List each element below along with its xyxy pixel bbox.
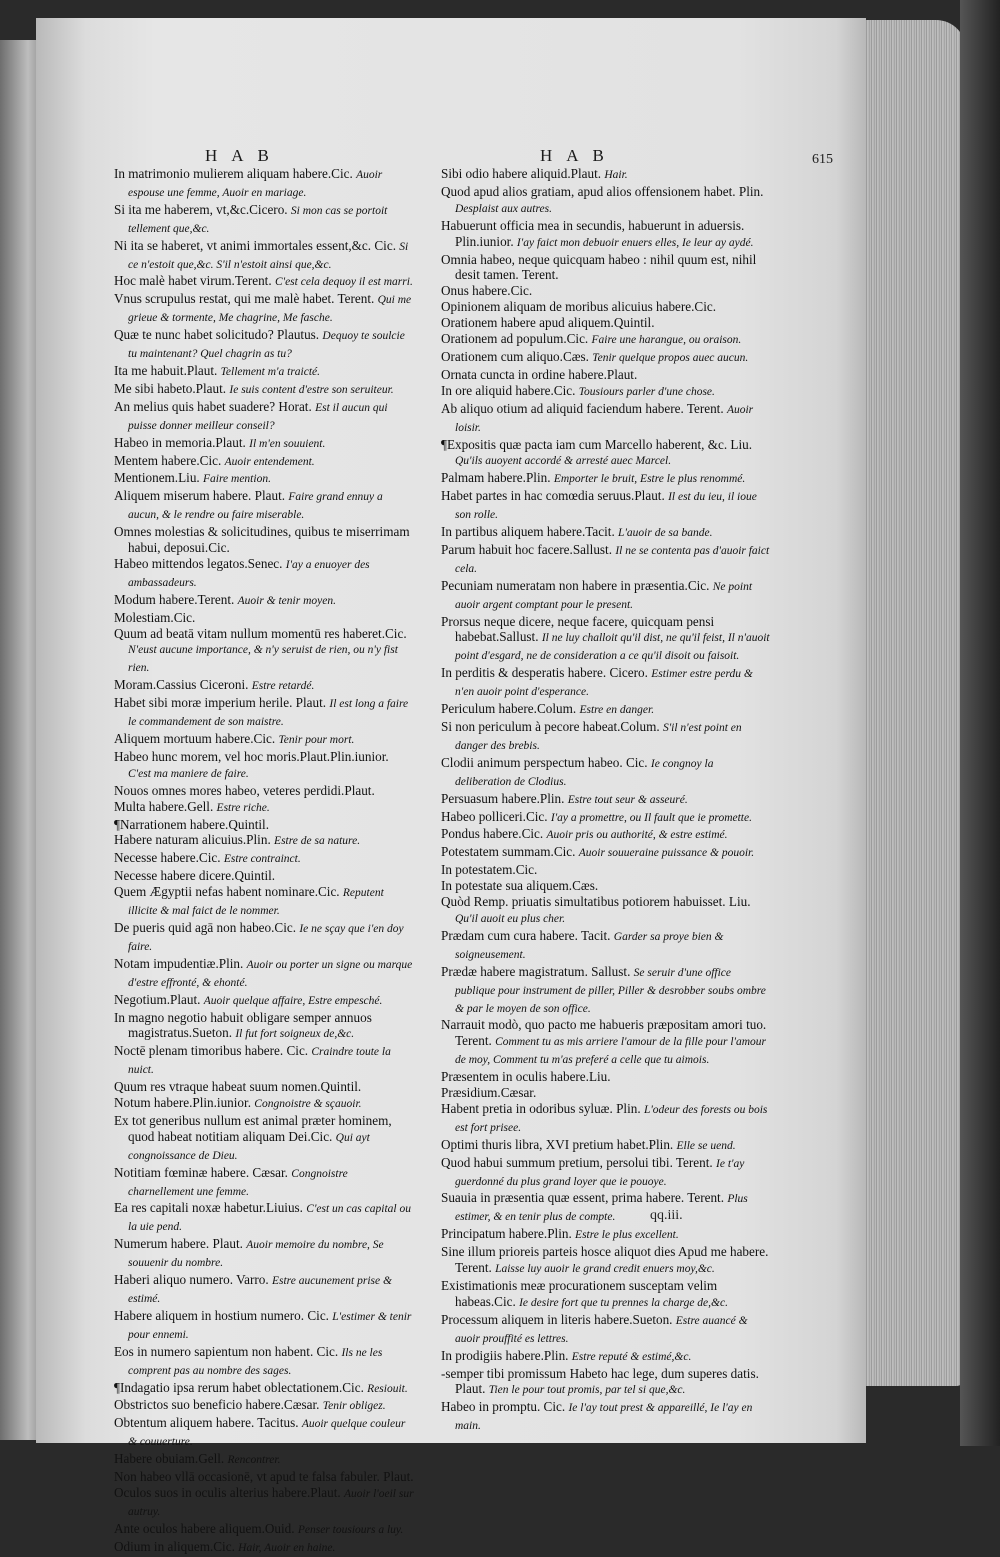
dictionary-entry: [441, 701, 771, 719]
entry-latin: Habet sibi moræ imperium herile. Plaut.: [114, 695, 327, 711]
dictionary-entry: [114, 817, 414, 833]
entry-latin: ¶Narrationem habere.Quintil.: [114, 816, 270, 832]
entry-latin: Obstrictos suo beneficio habere.Cæsar.: [114, 1397, 320, 1413]
entry-latin: Molestiam.Cic.: [114, 609, 196, 625]
entry-latin: Moram.Cassius Ciceroni.: [114, 677, 249, 693]
dictionary-entry: [114, 1521, 414, 1539]
entry-latin: Pondus habere.Cic.: [441, 826, 544, 842]
dictionary-entry: [114, 1095, 414, 1113]
entry-french: Qui me grieue & tormente, Me chagrine, Me fasche.: [128, 294, 412, 325]
dictionary-entry: [114, 920, 414, 956]
dictionary-entry: [441, 862, 771, 878]
entry-french: Congnoistre charnellement une femme.: [128, 1167, 348, 1198]
entry-french: Tenir quelque propos auec aucun.: [592, 351, 749, 364]
entry-latin: Notitiam fœminæ habere. Cæsar.: [114, 1164, 288, 1180]
entry-french: Craindre toute la nuict.: [128, 1046, 391, 1077]
entry-french: Dequoy te soulcie tu maintenant? Quel chagrin as tu?: [128, 330, 405, 361]
background-shadow: [960, 0, 1000, 1446]
entry-latin: Oculos suos in oculis alterius habere.Plaut.: [114, 1484, 341, 1500]
entry-french: Tenir pour mort.: [278, 734, 355, 746]
entry-french: Qu'il auoit eu plus cher.: [455, 912, 566, 925]
dictionary-entry: [114, 868, 414, 884]
entry-french: Ie suis content d'estre son seruiteur.: [229, 383, 394, 396]
entry-french: Rencontrer.: [227, 1454, 281, 1467]
entry-latin: -semper tibi promissum Habeto hac lege, dum superes datis. Plaut.: [441, 1365, 759, 1397]
entry-latin: Habere naturam alicuius.Plin.: [114, 832, 271, 848]
entry-latin: Præsidium.Cæsar.: [441, 1085, 537, 1101]
entry-latin: Quod habui summum pretium, persolui tibi. Terent.: [441, 1154, 713, 1170]
entry-french: Auoir entendement.: [224, 455, 315, 468]
entry-french: Faire une harangue, ou oraison.: [591, 334, 742, 347]
entry-french: Si mon cas se portoit tellement que,&c.: [128, 204, 388, 235]
entry-french: I'ay faict mon debuoir enuers elles, Ie leur ay aydé.: [516, 236, 754, 249]
dictionary-entry: [441, 826, 771, 844]
entry-latin: Aliquem mortuum habere.Cic.: [114, 731, 276, 746]
entry-latin: Habere aliquem in hostium numero. Cic.: [114, 1307, 329, 1323]
dictionary-entry: [441, 665, 771, 701]
dictionary-entry: [441, 578, 771, 614]
dictionary-entry: [114, 202, 414, 238]
entry-latin: In matrimonio mulierem aliquam habere.Cic.: [114, 166, 353, 181]
dictionary-entry: [441, 1348, 771, 1366]
entry-latin: Narrauit modò, quo pacto me habueris præpositam amori tuo. Terent.: [441, 1017, 767, 1049]
entry-french: L'auoir de sa bande.: [618, 527, 713, 540]
entry-french: Il est long a faire le commandement de son maistre.: [128, 698, 409, 729]
entry-french: Auoir l'oeil sur autruy.: [128, 1487, 414, 1518]
dictionary-entry: [114, 1165, 414, 1201]
entry-latin: Onus habere.Cic.: [441, 283, 533, 299]
entry-latin: Noctē plenam timoribus habere. Cic.: [114, 1043, 309, 1059]
entry-french: Si ce n'estoit que,&c. S'il n'estoit ainsi que,&c.: [128, 240, 409, 271]
dictionary-entry: [441, 367, 771, 383]
entry-latin: Me sibi habeto.Plaut.: [114, 380, 227, 396]
dictionary-entry: [114, 1539, 414, 1557]
dictionary-entry: [114, 1344, 414, 1380]
dictionary-entry: [114, 832, 414, 850]
running-head-right: HAB: [540, 146, 618, 165]
entry-french: Est il aucun qui puisse donner meilleur conseil?: [128, 401, 388, 432]
entry-french: Il ne luy challoit qu'il dist, ne qu'il feist, Il n'auoit point d'esgard, ne de consideration a ce qu'il disoit ou faisoit.: [455, 632, 770, 663]
entry-french: Reputent illicite & mal faict de le nommer.: [128, 887, 384, 918]
entry-french: Emporter le bruit, Estre le plus renommé.: [553, 473, 746, 486]
entry-latin: Suauia in præsentia quæ essent, prima habere. Terent.: [441, 1190, 725, 1206]
entry-french: Auoir loisir.: [455, 403, 754, 434]
entry-latin: ¶Indagatio ipsa rerum habet oblectationem.Cic.: [114, 1379, 364, 1395]
entry-latin: Non habeo vllā occasionē, vt apud te falsa fabuler. Plaut.: [114, 1469, 414, 1485]
entry-french: Resiouit.: [367, 1382, 408, 1395]
dictionary-entry: [441, 1017, 771, 1069]
entry-french: Tien le pour tout promis, par tel si que,&c.: [488, 1384, 686, 1397]
entry-latin: Necesse habere.Cic.: [114, 850, 221, 866]
entry-latin: Habeo polliceri.Cic.: [441, 808, 548, 824]
entry-latin: Omnia habeo, neque quicquam habeo : nihil quum est, nihil desit tamen. Terent.: [441, 251, 757, 283]
entry-latin: Habent pretia in odoribus syluæ. Plin.: [441, 1100, 641, 1116]
dictionary-entry: [114, 992, 414, 1010]
entry-latin: Sibi odio habere aliquid.Plaut.: [441, 166, 602, 181]
entry-french: Plus estimer, & en tenir plus de compte.: [455, 1193, 748, 1224]
entry-french: Laisse luy auoir le grand credit enuers moy,&c.: [495, 1263, 715, 1276]
entry-french: Auoir espouse une femme, Auoir en mariage.: [128, 169, 383, 199]
dictionary-entry: [114, 1469, 414, 1485]
dictionary-entry: [441, 1244, 771, 1278]
dictionary-entry: [114, 850, 414, 868]
entry-latin: In potestatem.Cic.: [441, 862, 538, 878]
dictionary-entry: [441, 299, 771, 315]
entry-latin: Habere obuiam.Gell.: [114, 1451, 225, 1467]
dictionary-entry: [114, 399, 414, 435]
facing-page-edge: [0, 40, 40, 1440]
dictionary-entry: [441, 488, 771, 524]
entry-latin: De pueris quid agā non habeo.Cic.: [114, 919, 297, 935]
dictionary-entry: [114, 677, 414, 695]
dictionary-entry: [441, 964, 771, 1018]
dictionary-entry: [114, 1308, 414, 1344]
dictionary-entry: [441, 349, 771, 367]
dictionary-entry: [441, 524, 771, 542]
entry-french: Auoir memoire du nombre, Se souuenir du nombre.: [128, 1239, 384, 1270]
dictionary-entry: [114, 327, 414, 363]
entry-french: Faire mention.: [203, 473, 271, 486]
entry-french: Estre en danger.: [579, 704, 655, 717]
entry-latin: Nouos omnes mores habeo, veteres perdidi.Plaut.: [114, 782, 375, 798]
entry-french: I'ay a promettre, ou Il fault que ie promette.: [550, 811, 752, 824]
dictionary-entry: [114, 435, 414, 453]
entry-french: Estre aucunement prise & estimé.: [128, 1275, 392, 1305]
entry-latin: In perditis & desperatis habere. Cicero.: [441, 665, 648, 681]
entry-latin: In partibus aliquem habere.Tacit.: [441, 524, 615, 540]
dictionary-entry: [114, 695, 414, 731]
entry-french: C'est cela dequoy il est marri.: [274, 276, 413, 289]
dictionary-entry: [441, 401, 771, 437]
entry-latin: Habeo mittendos legatos.Senec.: [114, 555, 283, 571]
entry-french: Estre contrainct.: [223, 853, 301, 866]
dictionary-entry: [441, 809, 771, 827]
dictionary-entry: [114, 1272, 414, 1308]
signature-mark: qq.iii.: [650, 1208, 683, 1223]
entry-french: Elle se uend.: [676, 1139, 736, 1152]
dictionary-entry: [441, 719, 771, 755]
dictionary-entry: [114, 363, 414, 381]
entry-latin: Habeo in memoria.Plaut.: [114, 434, 246, 450]
dictionary-entry: [114, 238, 414, 274]
entry-latin: Haberi aliquo numero. Varro.: [114, 1272, 269, 1288]
entry-latin: Ab aliquo otium ad aliquid faciendum habere. Terent.: [441, 400, 724, 416]
entry-latin: Orationem habere apud aliquem.Quintil.: [441, 315, 655, 331]
entry-french: Il est du ieu, il ioue son rolle.: [455, 491, 757, 522]
entry-french: Hair, Auoir en haine.: [238, 1541, 336, 1554]
entry-latin: Hoc malè habet virum.Terent.: [114, 273, 272, 289]
dictionary-entry: [114, 1200, 414, 1236]
entry-latin: Notam impudentiæ.Plin.: [114, 955, 244, 971]
entry-french: Estre retardé.: [251, 680, 315, 693]
entry-latin: Prorsus neque dicere, neque facere, quicquam pensi habebat.Sallust.: [441, 613, 715, 645]
dictionary-entry: [441, 218, 771, 252]
dictionary-entry: [441, 928, 771, 964]
dictionary-entry: [441, 283, 771, 299]
entry-latin: Optimi thuris libra, XVI pretium habet.Plin.: [441, 1136, 674, 1152]
dictionary-entry: [441, 1312, 771, 1348]
dictionary-entry: [441, 1190, 771, 1226]
entry-french: Ne point auoir argent comptant pour le present.: [455, 580, 753, 611]
dictionary-entry: [114, 956, 414, 992]
entry-french: Auoir ou porter un signe ou marque d'estre effronté, & ehonté.: [128, 958, 413, 989]
entry-latin: Notum habere.Plin.iunior.: [114, 1095, 251, 1111]
entry-latin: Quod apud alios gratiam, apud alios offensionem habet. Plin.: [441, 183, 764, 199]
dictionary-entry: [114, 291, 414, 327]
entry-french: Congnoistre & sçauoir.: [254, 1098, 362, 1111]
entry-french: Auoir souueraine puissance & pouoir.: [578, 847, 755, 860]
entry-french: Ie congnoy la deliberation de Clodius.: [455, 757, 714, 788]
dictionary-entry: [114, 1380, 414, 1398]
dictionary-entry: [441, 614, 771, 666]
right-column: [441, 166, 771, 1435]
entry-latin: Quòd Remp. priuatis simultatibus potiorem habuisset. Liu.: [441, 894, 751, 910]
entry-latin: Aliquem miserum habere. Plaut.: [114, 488, 286, 504]
dictionary-entry: [114, 610, 414, 626]
entry-french: Estre reputé & estimé,&c.: [571, 1350, 692, 1363]
entry-french: Comment tu as mis arriere l'amour de la fille pour l'amour de moy, Comment tu m'as preferé a celle que tu aimois.: [455, 1036, 767, 1067]
entry-latin: In magno negotio habuit obligare semper annuos magistratus.Sueton.: [114, 1009, 372, 1041]
entry-french: Estre de sa nature.: [274, 835, 361, 848]
entry-latin: Omnes molestias & solicitudines, quibus te miserrimam habui, deposui.Cic.: [114, 524, 410, 556]
dictionary-entry: [114, 524, 414, 556]
entry-french: L'estimer & tenir pour ennemi.: [128, 1310, 412, 1341]
dictionary-entry: [114, 592, 414, 610]
dictionary-entry: [114, 1043, 414, 1079]
dictionary-entry: [441, 1155, 771, 1191]
dictionary-entry: [441, 383, 771, 401]
entry-french: Hair.: [604, 169, 628, 181]
entry-latin: In potestate sua aliquem.Cæs.: [441, 878, 599, 894]
entry-latin: Habeo hunc morem, vel hoc moris.Plaut.Plin.iunior.: [114, 748, 389, 764]
entry-latin: Ita me habuit.Plaut.: [114, 362, 218, 378]
entry-latin: Necesse habere dicere.Quintil.: [114, 868, 276, 884]
dictionary-entry: [441, 1278, 771, 1312]
entry-latin: Ni ita se haberet, vt animi immortales essent,&c. Cic.: [114, 237, 396, 253]
dictionary-entry: [441, 437, 771, 471]
entry-latin: Orationem ad populum.Cic.: [441, 331, 589, 347]
dictionary-entry: [114, 1485, 414, 1521]
entry-french: Estre auancé & auoir prouffité es lettres.: [455, 1314, 748, 1345]
entry-french: Ie l'ay tout prest & appareillé, Ie l'ay en main.: [455, 1402, 753, 1433]
dictionary-entry: [114, 1451, 414, 1469]
entry-french: S'il n'est point en danger des brebis.: [455, 722, 742, 752]
entry-latin: Vnus scrupulus restat, qui me malè habet. Terent.: [114, 291, 375, 307]
entry-latin: Mentionem.Liu.: [114, 470, 200, 486]
entry-latin: In ore aliquid habere.Cic.: [441, 382, 576, 398]
dictionary-entry: [114, 731, 414, 749]
entry-latin: Persuasum habere.Plin.: [441, 790, 565, 806]
dictionary-entry: [114, 453, 414, 471]
entry-french: Auoir pris ou authorité, & estre estimé.: [546, 829, 728, 842]
dictionary-entry: [441, 791, 771, 809]
left-column: [114, 166, 414, 1557]
entry-french: N'eust aucune importance, & n'y seruist de rien, ou n'y fist rien.: [128, 644, 398, 675]
entry-french: Desplaist aux autres.: [455, 202, 552, 215]
entry-french: I'ay a enuoyer des ambassadeurs.: [128, 558, 370, 589]
entry-french: Estre tout seur & asseuré.: [567, 793, 688, 806]
entry-french: Il m'en souuient.: [249, 437, 326, 450]
dictionary-entry: [441, 542, 771, 578]
dictionary-entry: [114, 1010, 414, 1044]
entry-french: Estre riche.: [216, 801, 270, 814]
entry-latin: Quum res vtraque habeat suum nomen.Quintil.: [114, 1079, 362, 1095]
dictionary-entry: [114, 1397, 414, 1415]
entry-latin: Ornata cuncta in ordine habere.Plaut.: [441, 366, 638, 382]
entry-french: Ils ne les comprent pas au nombre des sages.: [128, 1346, 383, 1377]
entry-french: Tellement m'a traicté.: [220, 365, 321, 378]
entry-latin: Ex tot generibus nullum est animal præter hominem, quod habeat notitiam aliquam Dei.Cic.: [114, 1112, 392, 1144]
dictionary-entry: [441, 755, 771, 791]
entry-latin: Processum aliquem in literis habere.Sueton.: [441, 1311, 673, 1327]
entry-latin: Numerum habere. Plaut.: [114, 1236, 243, 1252]
dictionary-entry: [441, 1366, 771, 1400]
entry-french: Ie ne sçay que i'en doy faire.: [128, 922, 404, 953]
entry-latin: Mentem habere.Cic.: [114, 452, 222, 468]
entry-latin: Principatum habere.Plin.: [441, 1226, 572, 1242]
entry-french: Qu'ils auoyent accordé & arresté auec Marcel.: [455, 455, 672, 468]
dictionary-entry: [114, 1113, 414, 1165]
dictionary-entry: [441, 1101, 771, 1137]
entry-latin: Præsentem in oculis habere.Liu.: [441, 1069, 611, 1085]
entry-french: Ie t'ay guerdonné du plus grand loyer que ie pouoye.: [455, 1157, 745, 1188]
entry-french: Penser tousiours a luy.: [297, 1523, 404, 1536]
entry-french: C'est un cas capital ou la uie pend.: [128, 1203, 411, 1234]
entry-latin: Si ita me haberem, vt,&c.Cicero.: [114, 201, 288, 217]
entry-latin: Quem Ægyptii nefas habent nominare.Cic.: [114, 884, 340, 900]
dictionary-entry: [114, 626, 414, 678]
entry-latin: Ante oculos habere aliquem.Ouid.: [114, 1520, 295, 1536]
dictionary-entry: [441, 1069, 771, 1085]
entry-latin: Clodii animum perspectum habeo. Cic.: [441, 754, 648, 770]
entry-latin: Existimationis meæ procurationem susceptam velim habeas.Cic.: [441, 1278, 718, 1309]
page-number: 615: [812, 152, 833, 167]
dictionary-entry: [441, 184, 771, 218]
entry-latin: Sine illum prioreis parteis hosce aliquot dies Apud me habere. Terent.: [441, 1244, 769, 1276]
entry-french: Se seruir d'une office publique pour instrument de piller, Piller & desrobber soubs ombre & par le moyen de son office.: [455, 966, 766, 1015]
dictionary-entry: [441, 315, 771, 331]
entry-latin: Prædam cum cura habere. Tacit.: [441, 927, 611, 943]
entry-french: Estre le plus excellent.: [575, 1229, 679, 1242]
entry-latin: Quum ad beatā vitam nullum momentū res haberet.Cic.: [114, 625, 407, 641]
entry-french: L'odeur des forests ou bois est fort prisee.: [455, 1103, 768, 1134]
entry-latin: Habeo in promptu. Cic.: [441, 1399, 566, 1415]
dictionary-entry: [114, 783, 414, 799]
entry-latin: Orationem cum aliquo.Cæs.: [441, 348, 589, 364]
entry-french: Garder sa proye bien & soigneusement.: [455, 930, 724, 961]
entry-french: Ie desire fort que tu prennes la charge de,&c.: [519, 1296, 728, 1309]
entry-latin: Obtentum aliquem habere. Tacitus.: [114, 1415, 299, 1431]
entry-latin: ¶Expositis quæ pacta iam cum Marcello haberent, &c. Liu.: [441, 436, 753, 452]
dictionary-entry: [441, 894, 771, 928]
entry-latin: Odium in aliquem.Cic.: [114, 1538, 235, 1554]
entry-latin: Negotium.Plaut.: [114, 991, 201, 1007]
running-head-left: HAB: [205, 146, 283, 165]
entry-french: Auoir quelque couleur & couuerture.: [128, 1418, 406, 1449]
entry-french: Auoir & tenir moyen.: [237, 594, 336, 607]
entry-latin: Parum habuit hoc facere.Sallust.: [441, 541, 613, 557]
dictionary-entry: [114, 1236, 414, 1272]
entry-latin: Periculum habere.Colum.: [441, 701, 577, 717]
entry-french: Auoir quelque affaire, Estre empesché.: [203, 994, 383, 1007]
dictionary-entry: [441, 844, 771, 862]
entry-latin: Eos in numero sapientum non habent. Cic.: [114, 1343, 339, 1359]
entry-french: Il ne se contenta pas d'auoir faict cela.: [455, 544, 770, 575]
dictionary-entry: [114, 1079, 414, 1095]
dictionary-entry: [441, 1226, 771, 1244]
dictionary-entry: [114, 884, 414, 920]
entry-latin: Si non periculum à pecore habeat.Colum.: [441, 719, 660, 734]
dictionary-entry: [441, 1399, 771, 1435]
entry-french: Tousiours parler d'une chose.: [578, 385, 715, 398]
dictionary-entry: [441, 331, 771, 349]
dictionary-entry: [441, 470, 771, 488]
dictionary-entry: [441, 166, 771, 184]
entry-latin: Quæ te nunc habet solicitudo? Plautus.: [114, 327, 320, 343]
dictionary-entry: [114, 166, 414, 202]
dictionary-entry: [114, 556, 414, 592]
dictionary-entry: [441, 1085, 771, 1101]
dictionary-entry: [114, 488, 414, 524]
dictionary-entry: [114, 799, 414, 817]
entry-french: Faire grand ennuy a aucun, & le rendre ou faire miserable.: [128, 491, 383, 522]
dictionary-entry: [441, 1137, 771, 1155]
entry-french: C'est ma maniere de faire.: [128, 767, 249, 780]
entry-latin: An melius quis habet suadere? Horat.: [114, 398, 312, 414]
entry-latin: In prodigiis habere.Plin.: [441, 1347, 569, 1363]
entry-latin: Prædæ habere magistratum. Sallust.: [441, 963, 631, 979]
entry-latin: Ea res capitali noxæ habetur.Liuius.: [114, 1200, 303, 1216]
entry-latin: Habuerunt officia mea in secundis, habuerunt in aduersis. Plin.iunior.: [441, 217, 745, 249]
dictionary-entry: [114, 749, 414, 783]
entry-french: Il fut fort soigneux de,&c.: [235, 1028, 355, 1041]
dictionary-entry: [441, 252, 771, 284]
entry-latin: Pecuniam numeratam non habere in præsentia.Cic.: [441, 577, 710, 593]
entry-french: Estimer estre perdu & n'en auoir point d'esperance.: [455, 668, 753, 699]
entry-french: Qui ayt congnoissance de Dieu.: [128, 1131, 370, 1162]
dictionary-entry: [114, 273, 414, 291]
dictionary-entry: [114, 381, 414, 399]
dictionary-entry: [441, 878, 771, 894]
entry-french: Tenir obligez.: [322, 1400, 386, 1413]
entry-latin: Potestatem summam.Cic.: [441, 844, 576, 860]
entry-latin: Multa habere.Gell.: [114, 798, 214, 814]
entry-latin: Modum habere.Terent.: [114, 591, 235, 607]
entry-latin: Palmam habere.Plin.: [441, 470, 551, 486]
dictionary-entry: [114, 470, 414, 488]
entry-latin: Habet partes in hac comœdia seruus.Plaut.: [441, 488, 665, 504]
entry-latin: Opinionem aliquam de moribus alicuius habere.Cic.: [441, 299, 717, 315]
